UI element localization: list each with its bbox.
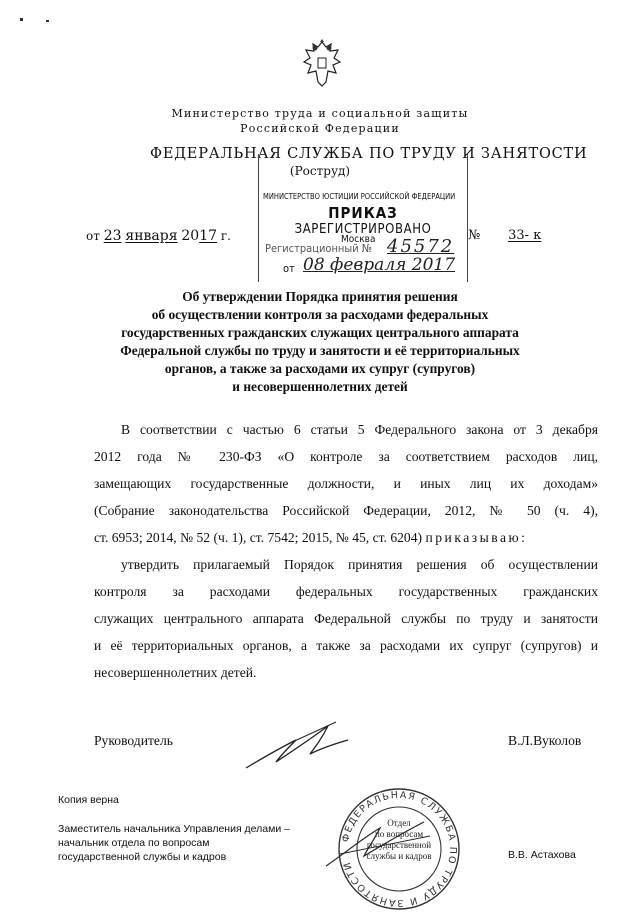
copy-position	[58, 822, 290, 864]
preamble-last-text: ст. 6953; 2014, № 52 (ч. 1), ст. 7542; 2015, № 45, ст. 6204)	[94, 530, 423, 545]
registration-stamp	[258, 154, 468, 282]
copy-position-line: государственной службы и кадров	[58, 851, 227, 863]
service-short-name: (Роструд)	[289, 164, 351, 178]
date-year-prefix: 20	[181, 228, 200, 244]
document-title	[80, 288, 560, 396]
order-word: приказываю:	[425, 530, 528, 545]
operative-paragraph	[94, 551, 598, 686]
date-year-suffix: 17	[199, 228, 218, 244]
stamp-date: 08 февраля 2017	[303, 255, 456, 275]
date-day: 23	[103, 228, 122, 244]
signatory-name: В.Л.Вуколов	[508, 733, 582, 748]
stamp-status: ЗАРЕГИСТРИРОВАНО	[294, 222, 432, 237]
stamp-city: Москва	[341, 234, 376, 245]
ministry-line-1: Министерство труда и социальной защиты	[171, 107, 469, 120]
title-line: государственных гражданских служащих центрального аппарата	[121, 325, 519, 340]
operative-line: контроля за расходами федеральных государственных гражданских	[94, 584, 598, 599]
round-stamp-center-line: государственной	[366, 840, 432, 850]
stamp-reg-label: Регистрационный №	[265, 242, 373, 255]
date-month: января	[125, 228, 178, 244]
stamp-reg-number: 45572	[387, 236, 455, 257]
preamble-line: 2012 года № 230-ФЗ «О контроле за соответствием расходов лиц,	[94, 449, 598, 464]
stamp-date-prefix: от	[283, 262, 295, 275]
title-line: Об утверждении Порядка принятия решения	[182, 289, 458, 304]
coat-of-arms-emblem	[300, 38, 344, 90]
scan-speck	[46, 20, 49, 22]
order-date-row	[86, 228, 231, 244]
ministry-line-2: Российской Федерации	[240, 122, 400, 135]
operative-line: служащих центрального аппарата Федеральной службы по труду и занятости	[94, 611, 598, 626]
title-line: Федеральной службы по труду и занятости и её территориальных	[120, 343, 520, 358]
round-stamp-center-line: по вопросам	[374, 829, 424, 839]
date-year-label: г.	[220, 229, 231, 243]
preamble-line: (Собрание законодательства Российской Федерации, 2012, № 50 (ч. 4),	[94, 503, 598, 518]
operative-line: утвердить прилагаемый Порядок принятия решения об осуществлении	[121, 557, 598, 572]
stamp-doc-type: ПРИКАЗ	[328, 204, 398, 222]
date-prefix: от	[86, 229, 100, 243]
copy-position-line: Заместитель начальника Управления делами –	[58, 823, 290, 835]
preamble-paragraph	[94, 416, 598, 551]
operative-line: и её территориальных органов, а также за расходами их супруг (супругов) и	[94, 638, 598, 653]
title-line: органов, а также за расходами их супруг (супругов)	[164, 361, 476, 376]
service-name: ФЕДЕРАЛЬНАЯ СЛУЖБА ПО ТРУДУ И ЗАНЯТОСТИ	[150, 146, 588, 162]
copy-label: Копия верна	[58, 794, 119, 806]
preamble-line: В соответствии с частью 6 статьи 5 Федерального закона от 3 декабря	[121, 422, 598, 437]
signatory-position: Руководитель	[94, 733, 173, 748]
round-stamp-center-line: Отдел	[387, 818, 411, 828]
copy-signer-name: В.В. Астахова	[508, 849, 576, 861]
copy-position-line: начальник отдела по вопросам	[58, 837, 210, 849]
number-label: №	[468, 228, 481, 243]
preamble-line: замещающих государственные должности, и иных лиц их доходам»	[94, 476, 598, 491]
handwritten-signature	[236, 718, 356, 778]
copy-signature	[320, 814, 440, 874]
ministry-name	[0, 106, 640, 136]
title-line: и несовершеннолетних детей	[232, 379, 408, 394]
round-stamp-ring-text: ФЕДЕРАЛЬНАЯ СЛУЖБА ПО ТРУДУ И ЗАНЯТОСТИ	[340, 789, 459, 909]
round-stamp-center-line: службы и кадров	[366, 851, 432, 861]
operative-line: несовершеннолетних детей.	[94, 665, 257, 680]
title-line: об осуществлении контроля за расходами федеральных	[151, 307, 489, 322]
order-number: 33- к	[508, 228, 542, 243]
stamp-ministry: МИНИСТЕРСТВО ЮСТИЦИИ РОССИЙСКОЙ ФЕДЕРАЦИИ	[263, 192, 456, 201]
order-number-row	[468, 228, 571, 243]
preamble-line-last	[94, 524, 598, 551]
scan-speck	[20, 18, 23, 21]
